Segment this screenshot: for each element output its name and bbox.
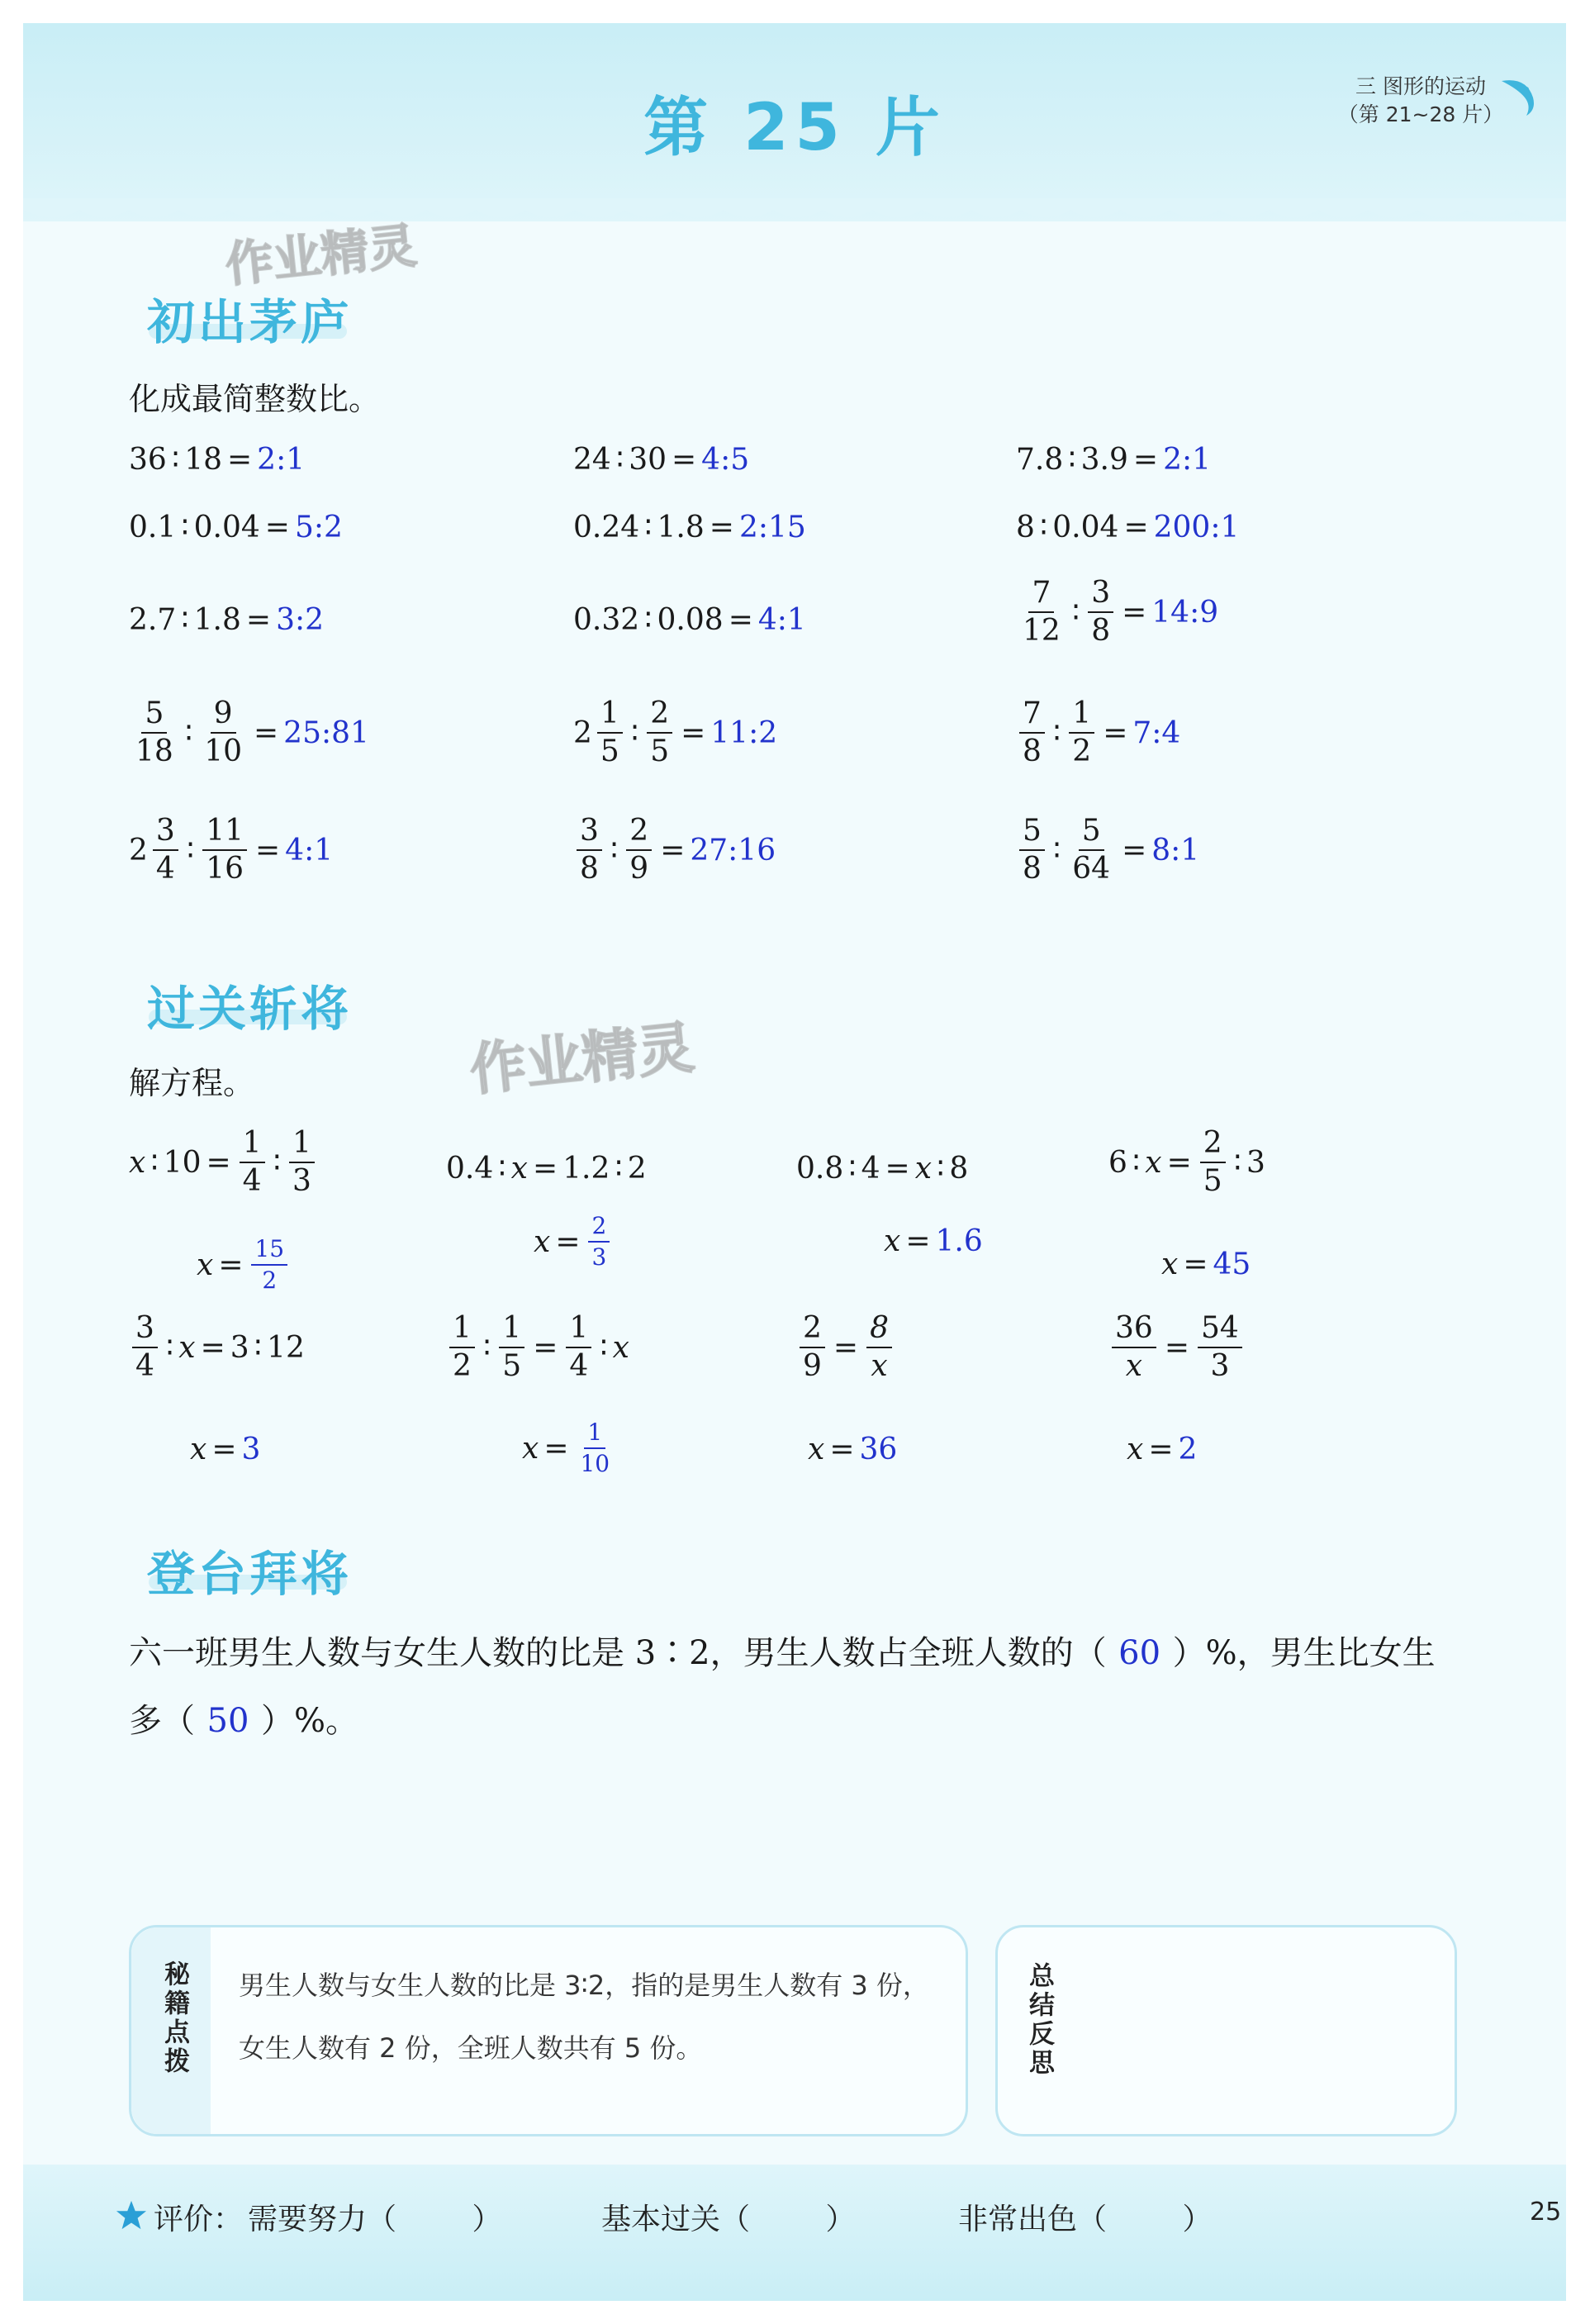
- ratio-problem: $\frac{5}{18}$ ∶ $\frac{9}{10}$ = 25:81: [135, 696, 369, 768]
- answer: 7:4: [1132, 715, 1181, 750]
- answer: 36: [859, 1433, 898, 1466]
- evaluation-option: 非常出色（ ）: [958, 2203, 1213, 2236]
- answer: 8:1: [1151, 833, 1200, 867]
- page-number: 25: [1530, 2198, 1562, 2227]
- answer: 200:1: [1153, 511, 1240, 544]
- ratio-problem: 0.1 ∶ 0.04 = 5:2: [129, 511, 343, 544]
- evaluation-option: 需要努力（ ）: [248, 2203, 502, 2236]
- section-title-3: 登台拜将: [147, 1546, 353, 1602]
- summary-box: [995, 1925, 1457, 2136]
- ratio-problem: $\frac{3}{8}$ ∶ $\frac{2}{9}$ = 27:16: [573, 816, 776, 884]
- tip-text: 男生人数与女生人数的比是 3∶2，指的是男生人数有 3 份，女生人数有 2 份，全班人数共有 5 份。: [239, 1970, 929, 2064]
- summary-label: 总结反思: [1024, 1962, 1054, 2078]
- instruction-1: 化成最简整数比。: [129, 381, 381, 417]
- answer: 2:1: [1163, 443, 1212, 477]
- ratio-problem: 0.32 ∶ 0.08 = 4:1: [573, 603, 806, 637]
- answer: 4:5: [701, 443, 750, 477]
- watermark: 作业精灵: [467, 1015, 698, 1104]
- equation: 0.8 ∶ 4 = x ∶ 8: [796, 1152, 969, 1186]
- answer: 2: [1178, 1433, 1198, 1466]
- equation-solution: x = $\frac{1}{10}$: [522, 1419, 610, 1477]
- ratio-problem: 0.24 ∶ 1.8 = 2:15: [573, 511, 806, 544]
- ratio-problem: 2 $\frac{3}{4}$ ∶ $\frac{11}{16}$ = 4:1: [129, 814, 334, 886]
- tip-label: 秘籍点拨: [159, 1960, 189, 2076]
- equation: 0.4 ∶ x = 1.2 ∶ 2: [446, 1152, 647, 1186]
- equation-solution: x = 2: [1127, 1433, 1198, 1466]
- unit-label-line1: 三 图形的运动: [1355, 74, 1486, 98]
- answer: 14:9: [1151, 595, 1219, 630]
- ratio-problem: 2 $\frac{1}{5}$ ∶ $\frac{2}{5}$ = 11:2: [573, 696, 778, 768]
- page-title: 第 25 片: [643, 91, 947, 165]
- ratio-problem: $\frac{5}{8}$ ∶ $\frac{5}{64}$ = 8:1: [1016, 816, 1199, 884]
- ratio-problem: $\frac{7}{8}$ ∶ $\frac{1}{2}$ = 7:4: [1016, 699, 1180, 767]
- unit-label-line2: （第 21~28 片）: [1337, 102, 1504, 126]
- ratio-problem: 36 ∶ 18 = 2:1: [129, 443, 306, 477]
- equation: $\frac{3}{4}$ ∶ x = 3 ∶ 12: [129, 1314, 305, 1381]
- equation: 6 ∶ x = $\frac{2}{5}$ ∶ 3: [1108, 1126, 1265, 1198]
- answer: 2:15: [738, 511, 806, 544]
- star-icon: [116, 2199, 147, 2231]
- answer: 27:16: [690, 833, 776, 867]
- equation: x ∶ 10 = $\frac{1}{4}$ ∶ $\frac{1}{3}$: [129, 1129, 318, 1196]
- ratio-problem: 24 ∶ 30 = 4:5: [573, 443, 750, 477]
- evaluation-option: 基本过关（ ）: [601, 2203, 856, 2236]
- equation-solution: x = 3: [190, 1433, 261, 1466]
- answer: 1.6: [935, 1224, 983, 1258]
- equation: $\frac{1}{2}$ ∶ $\frac{1}{5}$ = $\frac{1}{4}$ ∶ x: [446, 1314, 629, 1381]
- evaluation-label: 评价：: [154, 2203, 244, 2236]
- equation-solution: x = 45: [1161, 1248, 1251, 1281]
- ratio-problem: 8 ∶ 0.04 = 200:1: [1016, 511, 1240, 544]
- answer: 4:1: [757, 603, 806, 637]
- equation-solution: x = 36: [808, 1433, 898, 1466]
- answer-blank: 50: [206, 1702, 249, 1740]
- answer: 45: [1213, 1248, 1251, 1281]
- watermark: 作业精灵: [222, 217, 420, 293]
- answer: 4:1: [285, 833, 334, 867]
- answer: 3: [241, 1433, 261, 1466]
- ratio-problem: 2.7 ∶ 1.8 = 3:2: [129, 603, 325, 637]
- word-problem: 六一班男生人数与女生人数的比是 3∶2，男生人数占全班人数的（ 60 ）%，男生比女生 多（ 50 ）%。: [129, 1619, 1467, 1755]
- answer: 5:2: [294, 511, 343, 544]
- equation: $\frac{36}{x}$ = $\frac{54}{3}$: [1108, 1314, 1246, 1381]
- answer: 2:1: [257, 443, 306, 477]
- equation: $\frac{2}{9}$ = $\frac{8}{x}$: [796, 1314, 895, 1381]
- section-title-2: 过关斩将: [147, 981, 353, 1037]
- ratio-problem: $\frac{7}{12}$ ∶ $\frac{3}{8}$ = 14:9: [1023, 576, 1219, 648]
- answer: 25:81: [283, 715, 369, 750]
- equation-solution: x = $\frac{2}{3}$: [534, 1214, 613, 1269]
- equation-solution: x = $\frac{15}{2}$: [197, 1238, 291, 1292]
- fish-icon: [1493, 73, 1543, 122]
- section-title-1: 初出茅庐: [147, 294, 353, 350]
- ratio-problem: 7.8 ∶ 3.9 = 2:1: [1016, 443, 1212, 477]
- instruction-2: 解方程。: [129, 1065, 255, 1101]
- unit-label: [1322, 73, 1520, 129]
- equation-solution: x = 1.6: [884, 1224, 983, 1258]
- answer: 3:2: [276, 603, 325, 637]
- tip-box: [129, 1925, 968, 2136]
- answer-blank: 60: [1118, 1634, 1161, 1672]
- answer: 11:2: [710, 715, 778, 750]
